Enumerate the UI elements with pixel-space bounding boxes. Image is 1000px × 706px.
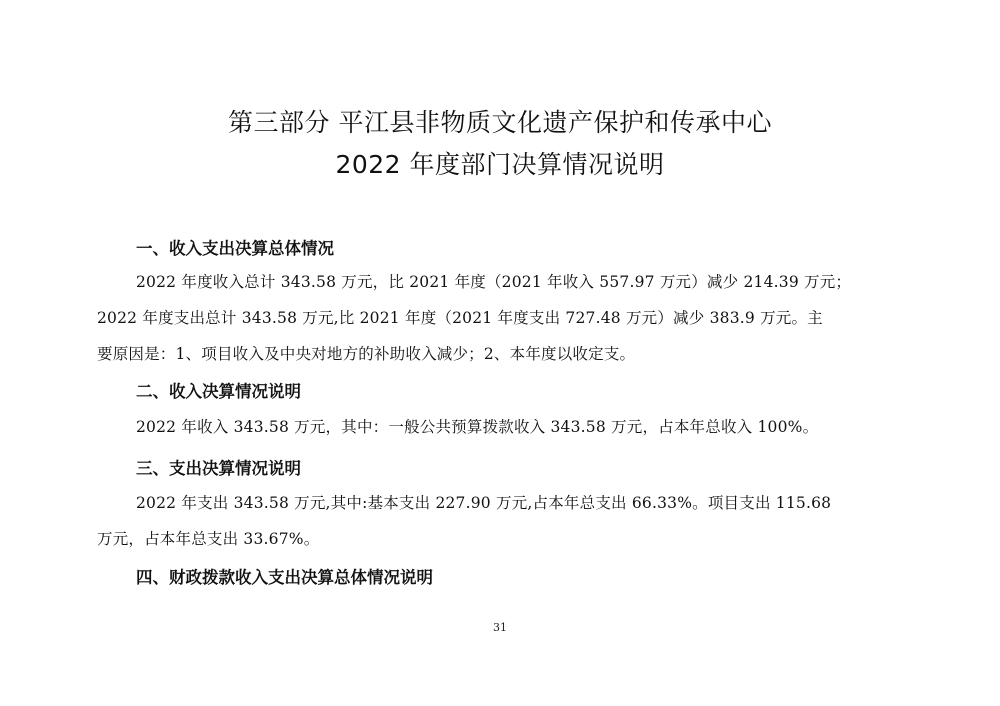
section-heading-4: 四、财政拨款收入支出决算总体情况说明 [136,568,433,587]
section-1-line-2: 2022 年度支出总计 343.58 万元,比 2021 年度（2021 年度支出 727.48 万元）减少 383.9 万元。主 [97,309,823,327]
section-2-line-1: 2022 年收入 343.58 万元，其中：一般公共预算拨款收入 343.58 万元，占本年总收入 100%。 [136,418,819,436]
section-3-line-2: 万元，占本年总支出 33.67%。 [97,530,320,548]
page-number: 31 [493,621,507,634]
section-heading-2: 二、收入决算情况说明 [136,382,301,401]
document-title-line-1: 第三部分 平江县非物质文化遗产保护和传承中心 [228,108,772,137]
document-title-line-2: 2022 年度部门决算情况说明 [335,150,665,179]
section-3-line-1: 2022 年支出 343.58 万元,其中:基本支出 227.90 万元,占本年总支出 66.33%。项目支出 115.68 [136,494,832,512]
section-heading-1: 一、收入支出决算总体情况 [136,239,334,258]
section-1-line-1: 2022 年度收入总计 343.58 万元，比 2021 年度（2021 年收入 557.97 万元）减少 214.39 万元； [136,273,852,291]
section-1-line-3: 要原因是：1、项目收入及中央对地方的补助收入减少；2、本年度以收定支。 [97,345,636,363]
section-heading-3: 三、支出决算情况说明 [136,459,301,478]
